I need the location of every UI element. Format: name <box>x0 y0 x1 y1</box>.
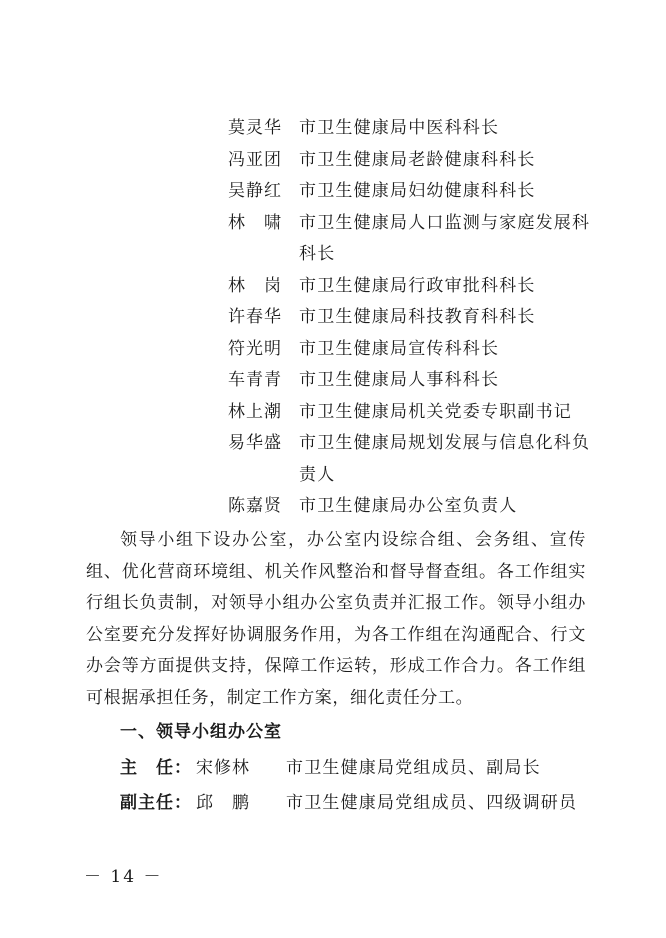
section-heading: 一、领导小组办公室 <box>120 722 282 742</box>
member-title: 市卫生健康局中医科科长 <box>299 118 500 138</box>
member-title: 市卫生健康局人口监测与家庭发展科科长 <box>299 212 591 264</box>
officer-role: 主 任： <box>120 758 192 778</box>
member-title: 市卫生健康局老龄健康科科长 <box>299 149 536 170</box>
member-row <box>228 208 598 271</box>
member-title: 市卫生健康局规划发展与信息化科负责人 <box>299 433 591 485</box>
member-title: 市卫生健康局人事科科长 <box>299 370 500 390</box>
officer-row-director <box>120 753 541 778</box>
member-name: 车青青 <box>228 370 282 390</box>
officer-title: 市卫生健康局党组成员、四级调研员 <box>286 793 578 813</box>
member-name: 冯亚团 <box>228 149 282 170</box>
member-row <box>228 176 598 208</box>
member-title: 市卫生健康局科技教育科科长 <box>299 307 536 327</box>
member-name: 吴静红 <box>228 181 282 201</box>
officer-title: 市卫生健康局党组成员、副局长 <box>286 758 541 778</box>
member-row <box>228 365 598 397</box>
member-title: 市卫生健康局宣传科科长 <box>299 338 500 359</box>
member-name: 易华盛 <box>228 433 282 453</box>
member-name: 林上潮 <box>228 401 282 422</box>
member-row <box>228 491 598 523</box>
member-row <box>228 428 598 491</box>
member-row <box>228 145 598 177</box>
member-name: 莫灵华 <box>228 118 282 138</box>
member-title: 市卫生健康局行政审批科科长 <box>299 275 536 296</box>
member-name: 林 啸 <box>228 212 282 233</box>
member-list <box>228 113 598 523</box>
member-row <box>228 397 598 429</box>
member-name: 符光明 <box>228 338 282 359</box>
member-title: 市卫生健康局办公室负责人 <box>299 496 518 516</box>
member-name: 陈嘉贤 <box>228 496 282 516</box>
member-row <box>228 302 598 334</box>
member-title: 市卫生健康局机关党委专职副书记 <box>299 401 572 422</box>
officer-role: 副主任： <box>120 793 192 813</box>
officer-name: 邱 鹏 <box>196 793 250 813</box>
member-title: 市卫生健康局妇幼健康科科长 <box>299 181 536 201</box>
officer-row-deputy-director <box>120 788 577 813</box>
member-name: 林 岗 <box>228 275 282 296</box>
page-number: － 14 － <box>84 867 163 887</box>
member-row <box>228 334 598 366</box>
member-name: 许春华 <box>228 307 282 327</box>
officer-name: 宋修林 <box>196 758 250 778</box>
member-row <box>228 113 598 145</box>
office-description-paragraph: 领导小组下设办公室，办公室内设综合组、会务组、宣传组、优化营商环境组、机关作风整治和督导督查组。各工作组实行组长负责制，对领导小组办公室负责并汇报工作。领导小组办公室要充分发挥好协调服务作用，为各工作组在沟通配合、行文办会等方面提供支持，保障工作运转，形成工作合力。各工作组可根据承担任务，制定工作方案，细化责任分工。 <box>86 530 586 708</box>
member-row <box>228 271 598 303</box>
